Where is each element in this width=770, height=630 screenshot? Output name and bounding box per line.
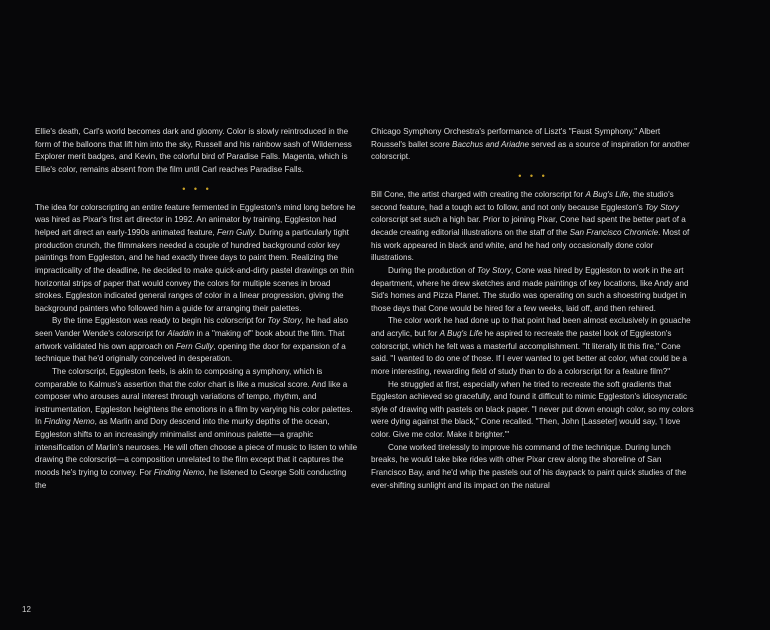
paragraph: The colorscript, Eggleston feels, is akin to composing a symphony, which is comparable to Kalmus's assertion that the color chart is like a musical score. And like a composer who arouses aural interest through variations of tempo, rhythm, and instrumentation, Eggleston heightens the emotions in a film by varying his color palettes. In Finding Nemo, as Marlin and Dory descend into the murky depths of the ocean, Eggleston shifts to an increasingly minimalist and ominous palette—a graphic intensification of Marlin's neuroses. He will often choose a piece of music to listen to while drawing the colorscript—a composition unrelated to the film except that it captures the moods he's trying to convey. For Finding Nemo, he listened to George Solti conducting the bbox=[35, 366, 358, 490]
paragraph: By the time Eggleston was ready to begin his colorscript for Toy Story, he had also seen Vander Wende's colorscript for Aladdin in a "making of" book about the film. That artwork validated his own approach on Fern Gully, opening the door for expansion of a technique that he'd originally conceived in desperation. bbox=[35, 316, 348, 364]
title-italic: Toy Story bbox=[644, 202, 679, 212]
paragraph: Cone worked tirelessly to improve his command of the technique. During lunch breaks, he would take bike rides with other Pixar crew along the shoreline of San Francisco Bay, and he'd whip the pastels out of his daypack to paint quick studies of the ever-shifting sunlight and its impact on the natural bbox=[371, 442, 687, 490]
title-italic: San Francisco Chronicle bbox=[569, 228, 659, 238]
title-italic: Fern Gully bbox=[217, 228, 255, 238]
paragraph: He struggled at first, especially when he tried to recreate the soft gradients that Eggleston achieved so gracefully, and found it difficult to mimic Eggleston's idiosyncratic style of drawing with pastels on black paper. "I never put down enough color, so my colors were dying against the black," Cone recalled. "Then, John [Lasseter] would say, 'I love color. Give me color. Make it brighter.'" bbox=[371, 379, 694, 440]
paragraph: Bill Cone, the artist charged with creating the colorscript for A Bug's Life, the studio's second feature, had a tough act to follow, and not only because Eggleston's Toy Story colorscript set such a high bar. Prior to joining Pixar, Cone had spent the better part of a decade creating editorial illustrations on the staff of the San Francisco Chronicle. Most of his work appeared in black and white, and he had only occasionally done color illustrations. bbox=[371, 190, 690, 263]
section-divider: • • • bbox=[182, 183, 212, 194]
paragraph: The color work he had done up to that point had been almost exclusively in gouache and acrylic, but for A Bug's Life he aspired to recreate the pastel look of Eggleston's colorscript, which he felt was a masterful accomplishment. "It literally lit this fire," Cone said. "I wanted to do one of those. If I ever wanted to get better at color, what could be a more interesting, rewarding field of study than to do a colorscript for a feature film?" bbox=[371, 316, 691, 376]
title-italic: Toy Story bbox=[476, 265, 512, 275]
left-column bbox=[35, 126, 359, 492]
title-italic: A Bug's Life bbox=[439, 329, 483, 339]
title-italic: Bacchus and Ariadne bbox=[452, 139, 529, 149]
paragraph: The idea for colorscripting an entire feature fermented in Eggleston's mind long before he was hired as Pixar's first art director in 1992. An animator by training, Eggleston had helped art direct an early-1990s animated feature, Fern Gully. During a particularly tight production crunch, the filmmakers needed a couple of hundred background color key paintings from Eggleston, and he had exactly three days to paint them. Realizing the impracticality of the deadline, he decided to make quick-and-dirty pastel drawings on thin horizontal strips of paper that would convey the colors for multiple scenes in broad strokes. Eggleston indicated general ranges of color in a linear progression, giving the background painters who followed him a guide for arranging their palettes. bbox=[35, 202, 356, 313]
paragraph: Ellie's death, Carl's world becomes dark and gloomy. Color is slowly reintroduced in the form of the balloons that lift him into the sky, Russell and his rainbow sash of Wilderness Explorer merit badges, and Kevin, the colorful bird of Paradise Falls. Magenta, which is Ellie's color, remains absent from the film until Carl reaches Paradise Falls. bbox=[35, 127, 352, 174]
section-divider: • • • bbox=[518, 170, 548, 181]
title-italic: Toy Story bbox=[267, 316, 302, 326]
right-column bbox=[371, 126, 695, 492]
paragraph: During the production of Toy Story, Cone was hired by Eggleston to work in the art department, where he drew sketches and made paintings of key locations, like Andy and Sid's homes and Pizza Planet. The studio was operating on such a shoestring budget in those days that Cone would be hired for a few weeks, laid off, and then rehired. bbox=[371, 265, 689, 313]
title-italic: Aladdin bbox=[167, 329, 195, 339]
title-italic: A Bug's Life bbox=[585, 190, 629, 200]
title-italic: Fern Gully bbox=[175, 341, 214, 351]
paragraph: Chicago Symphony Orchestra's performance of Liszt's "Faust Symphony." Albert Roussel's ballet score Bacchus and Ariadne served as a source of inspiration for another colorscript. bbox=[371, 127, 690, 162]
page-number: 12 bbox=[22, 605, 31, 614]
title-italic: Finding Nemo bbox=[153, 467, 205, 477]
title-italic: Finding Nemo bbox=[44, 417, 95, 427]
